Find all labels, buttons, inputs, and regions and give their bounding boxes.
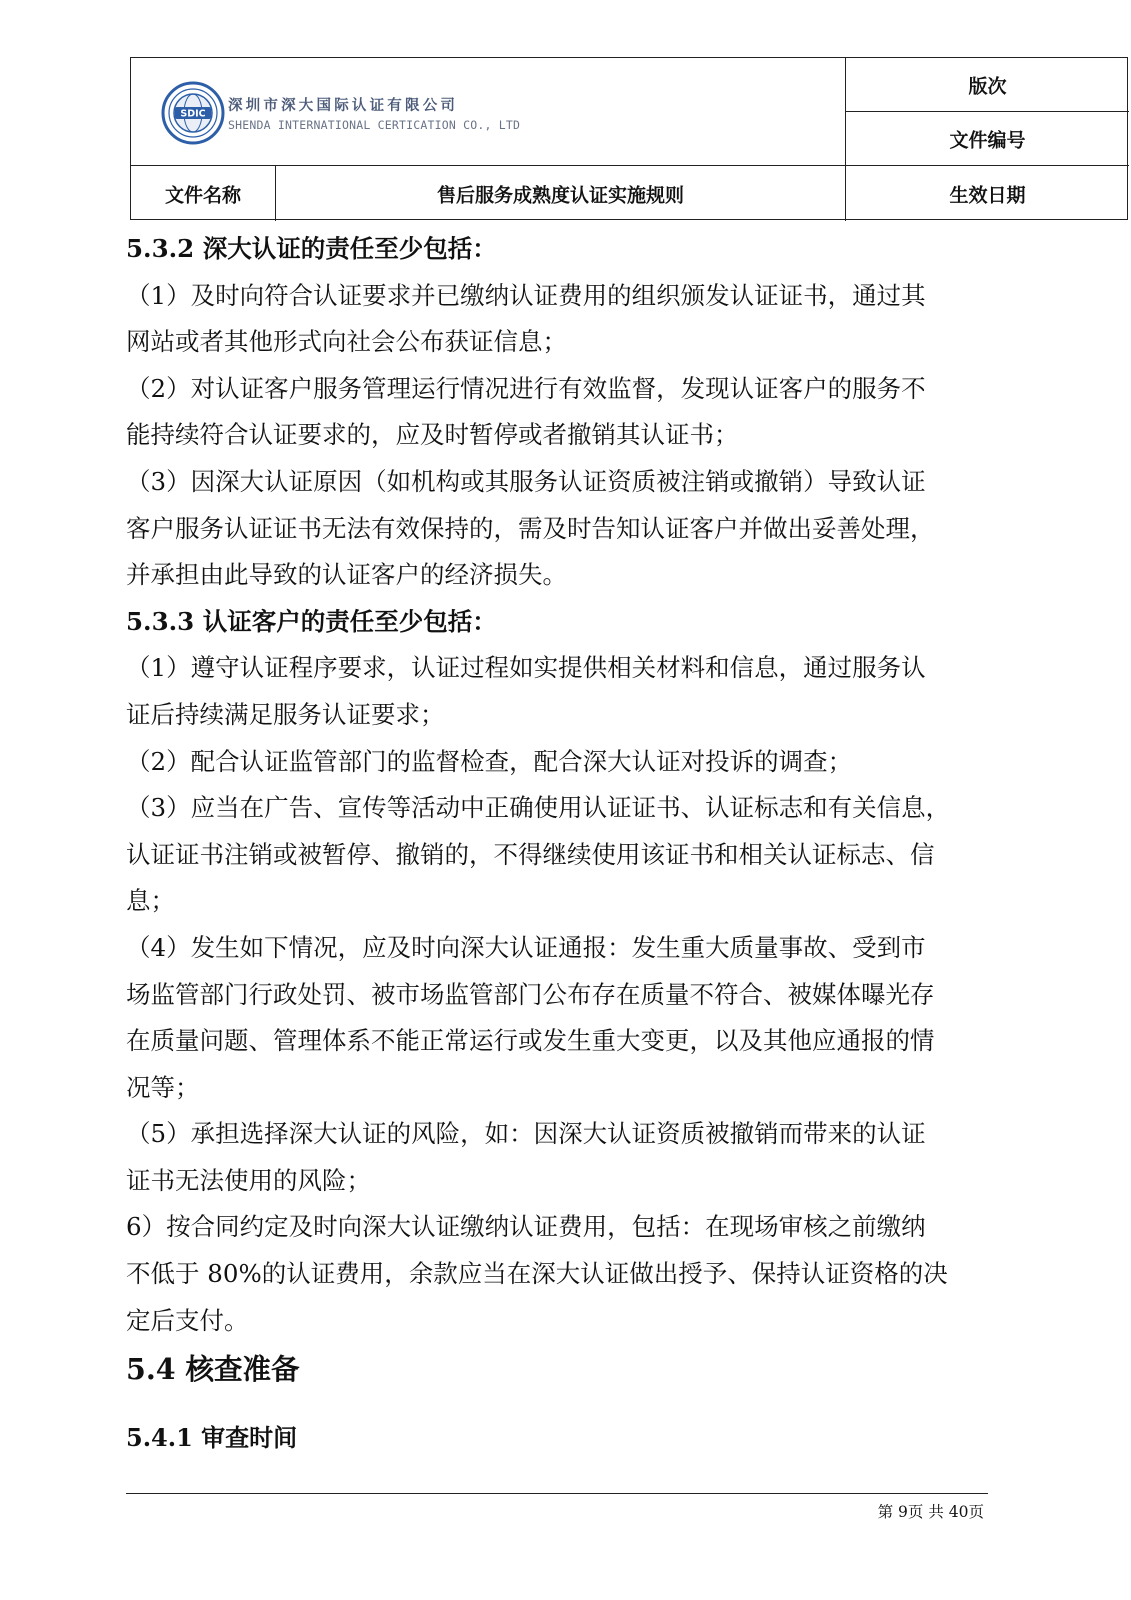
body-line: （4）发生如下情况，应及时向深大认证通报：发生重大质量事故、受到市 [126, 932, 926, 962]
company-name-cn: 深圳市深大国际认证有限公司 [228, 98, 459, 114]
body-line: 认证证书注销或被暂停、撤销的，不得继续使用该证书和相关认证标志、信 [126, 839, 935, 869]
document-number-cell [846, 112, 1129, 166]
document-body [126, 226, 988, 1460]
body-line: 6）按合同约定及时向深大认证缴纳认证费用，包括：在现场审核之前缴纳 [126, 1212, 926, 1242]
document-name-cell [276, 166, 846, 221]
document-name: 售后服务成熟度认证实施规则 [436, 184, 684, 206]
page-number: 第 9页 共 40页 [877, 1503, 984, 1521]
clause-heading-5-3-3: 5.3.3 认证客户的责任至少包括： [126, 606, 497, 636]
logo-cell [131, 58, 846, 166]
body-line: 况等； [126, 1072, 200, 1102]
body-line: （2）配合认证监管部门的监督检查，配合深大认证对投诉的调查； [126, 746, 853, 776]
logo-text: SDIC [180, 108, 206, 120]
company-logo-icon [161, 81, 225, 145]
footer-divider [126, 1493, 988, 1494]
body-line: 并承担由此导致的认证客户的经济损失。 [126, 560, 567, 590]
body-line: 证后持续满足服务认证要求； [126, 699, 445, 729]
document-number-label: 文件编号 [949, 129, 1026, 151]
body-line: （2）对认证客户服务管理运行情况进行有效监督，发现认证客户的服务不 [126, 373, 926, 403]
version-cell [846, 58, 1129, 112]
document-header-table [130, 57, 1128, 220]
body-line: （3）因深大认证原因（如机构或其服务认证资质被注销或撤销）导致认证 [126, 466, 926, 496]
body-line: （1）遵守认证程序要求，认证过程如实提供相关材料和信息，通过服务认 [126, 653, 926, 683]
body-line: （1）及时向符合认证要求并已缴纳认证费用的组织颁发认证证书，通过其 [126, 280, 926, 310]
body-line: 在质量问题、管理体系不能正常运行或发生重大变更，以及其他应通报的情 [126, 1026, 935, 1056]
body-line: （3）应当在广告、宣传等活动中正确使用认证证书、认证标志和有关信息， [126, 793, 951, 823]
body-line: 定后支付。 [126, 1305, 249, 1335]
body-line: （5）承担选择深大认证的风险，如：因深大认证资质被撤销而带来的认证 [126, 1119, 926, 1149]
document-name-label: 文件名称 [164, 184, 241, 206]
effective-date-cell [846, 166, 1129, 221]
body-line: 网站或者其他形式向社会公布获证信息； [126, 327, 567, 357]
body-line: 客户服务认证证书无法有效保持的，需及时告知认证客户并做出妥善处理， [126, 513, 935, 543]
version-label: 版次 [968, 75, 1007, 97]
body-line: 息； [126, 886, 175, 916]
company-name-en: SHENDA INTERNATIONAL CERTICATION CO., LTD [228, 118, 521, 132]
effective-date-label: 生效日期 [949, 184, 1026, 206]
body-line: 能持续符合认证要求的，应及时暂停或者撤销其认证书； [126, 420, 739, 450]
body-line: 证书无法使用的风险； [126, 1165, 371, 1195]
body-line: 不低于 80%的认证费用，余款应当在深大认证做出授予、保持认证资格的决 [126, 1259, 948, 1289]
subsection-heading-5-4-1: 5.4.1 审查时间 [126, 1423, 298, 1453]
document-name-label-cell [131, 166, 276, 221]
body-line: 场监管部门行政处罚、被市场监管部门公布存在质量不符合、被媒体曝光存 [126, 979, 935, 1009]
section-heading-5-4: 5.4 核查准备 [126, 1352, 300, 1387]
clause-heading-5-3-2: 5.3.2 深大认证的责任至少包括： [126, 234, 497, 263]
